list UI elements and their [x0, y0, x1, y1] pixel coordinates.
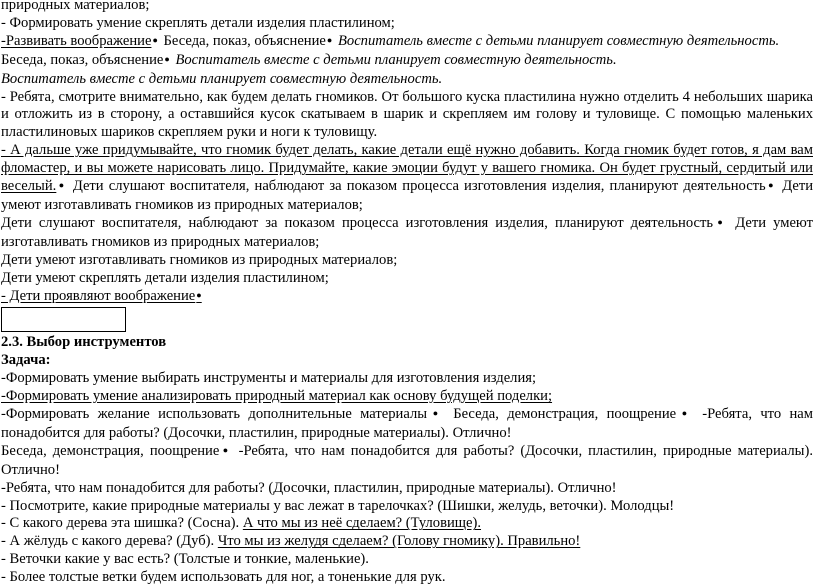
paragraph [1, 142, 813, 215]
text-line: Воспитатель вместе с детьми планирует совместную деятельность. [1, 70, 443, 87]
text-line: - Более толстые ветки будем использовать для ног, а тоненькие для рук. [1, 569, 446, 586]
bullet-icon [151, 33, 159, 49]
document-page [1, 0, 813, 587]
text-segment: -Ребята, что нам понадобится для работы? (Досочки, пластилин, природные материалы). Отлично! [1, 406, 813, 441]
paragraph [1, 215, 813, 252]
underlined-text: Что мы из желудя сделаем? (Голову гномику). Правильно! [217, 533, 581, 550]
underlined-text: - А дальше уже придумывайте, что гномик будет делать, какие детали ещё нужно добавить. Когда гномик будет готов, я дам вам фломастер, и вы можете нарисовать лицо. Придумайте, какие эмоции будут у вашего гномика. Он будет грустный, сердитый или веселый. [1, 142, 813, 195]
task-heading: Задача: [1, 352, 51, 369]
text-line [1, 515, 813, 533]
text-segment: Дети умеют изготавливать гномиков из природных материалов; [1, 214, 813, 250]
italic-text: Воспитатель вместе с детьми планирует совместную деятельность. [171, 51, 617, 68]
text-segment: Дети слушают воспитателя, наблюдают за показом процесса изготовления изделия, планируют деятельность [1, 214, 714, 231]
text-line: - Посмотрите, какие природные материалы у вас лежат в тарелочках? (Шишки, желудь, веточки). Молодцы! [1, 497, 675, 514]
paragraph [1, 406, 813, 443]
text-line: природных материалов; [1, 0, 150, 13]
paragraph: - Ребята, смотрите внимательно, как будем делать гномиков. От большого куска пластилина нужно отделить 4 небольших шарика и отложить из в сторону, а оставшийся кусок скатываем в шарик и скрепляем им голову и туловище. С помощью маленьких пластилиновых шариков скрепляем руки и ноги к туловищу. [1, 88, 813, 141]
underlined-text: А что мы из неё сделаем? (Туловище). [242, 515, 482, 532]
text-segment: Беседа, демонстрация, поощрение [1, 442, 220, 459]
text-segment: Беседа, показ, объяснение [159, 32, 326, 49]
text-line: - Веточки какие у вас есть? (Толстые и тонкие, маленькие). [1, 551, 369, 568]
bullet-icon [56, 178, 67, 194]
bullet-icon [163, 52, 171, 68]
bullet-icon [195, 288, 203, 304]
text-segment: Беседа, показ, объяснение [1, 51, 164, 68]
text-segment: Беседа, демонстрация, поощрение [444, 406, 677, 423]
text-segment: Дети слушают воспитателя, наблюдают за показом процесса изготовления изделия, планируют деятельность [67, 178, 766, 195]
text-segment: -Ребята, что нам понадобится для работы? (Досочки, пластилин, природные материалы). Отлично! [1, 442, 813, 478]
empty-table-cell [1, 307, 126, 332]
text-segment: - С какого дерева эта шишка? (Сосна). [1, 515, 243, 532]
text-segment: -Формировать желание использовать дополнительные материалы [1, 406, 428, 423]
bullet-icon [219, 443, 232, 459]
underlined-text: - Дети проявляют воображение [1, 287, 196, 304]
bullet-icon [676, 406, 694, 422]
text-line: Дети умеют скреплять детали изделия пластилином; [1, 269, 329, 286]
text-line: Дети умеют изготавливать гномиков из природных материалов; [1, 251, 398, 268]
text-line [1, 33, 813, 52]
text-line [1, 533, 813, 551]
text-line: - Формировать умение скреплять детали изделия пластилином; [1, 14, 395, 31]
italic-text: Воспитатель вместе с детьми планирует совместную деятельность. [334, 32, 780, 49]
text-line: -Формировать умение анализировать природный материал как основу будущей поделки; [1, 388, 553, 405]
text-segment: Дети умеют изготавливать гномиков из природных материалов; [1, 178, 813, 213]
text-line [1, 52, 813, 71]
text-segment: - А жёлудь с какого дерева? (Дуб). [1, 533, 218, 550]
text-line [1, 288, 813, 307]
text-line: -Ребята, что нам понадобится для работы? (Досочки, пластилин, природные материалы). Отлично! [1, 479, 617, 496]
bullet-icon [713, 215, 728, 231]
text-line: -Формировать умение выбирать инструменты и материалы для изготовления изделия; [1, 370, 537, 387]
underlined-text: -Развивать воображение [1, 32, 152, 49]
bullet-icon [427, 406, 445, 422]
paragraph [1, 443, 813, 480]
section-heading: 2.3. Выбор инструментов [1, 334, 167, 351]
bullet-icon [766, 178, 777, 194]
